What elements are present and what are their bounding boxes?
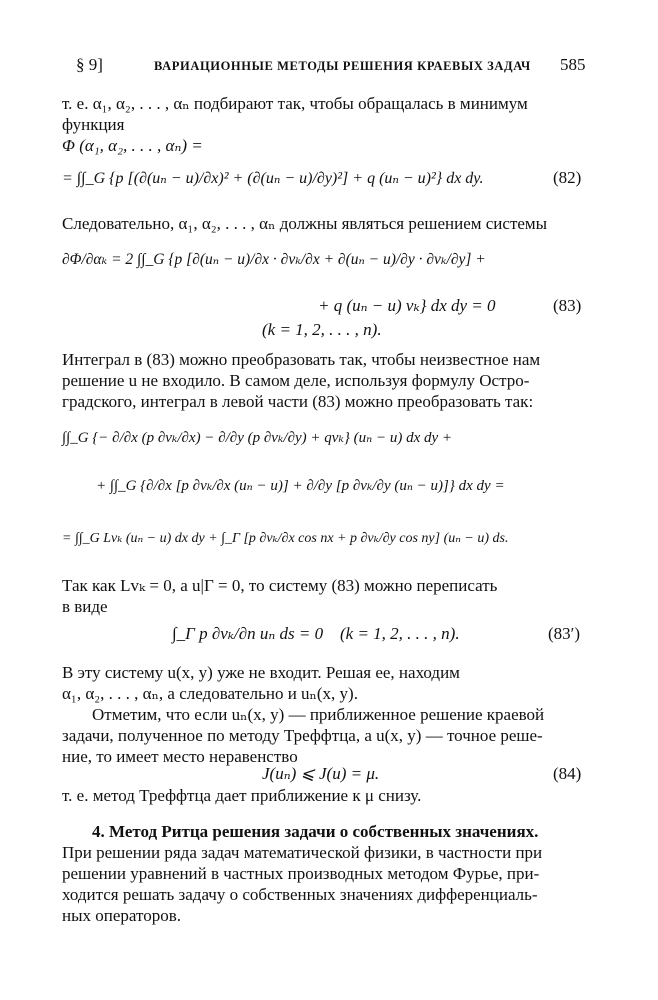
text-line: Отметим, что если uₙ(x, y) — приближенное решение краевой bbox=[92, 705, 545, 724]
equation-83-line2: + q (uₙ − u) vₖ} dx dy = 0 bbox=[318, 296, 496, 315]
text-line: градского, интеграл в левой части (83) можно преобразовать так: bbox=[62, 392, 534, 411]
equation-transform-line2: + ∫∫_G {∂/∂x [p ∂vₖ/∂x (uₙ − u)] + ∂/∂y [p ∂vₖ/∂y (uₙ − u)]} dx dy = bbox=[96, 478, 505, 494]
text-line: ходится решать задачу о собственных значениях дифференциаль- bbox=[62, 885, 538, 904]
text-line: решение u не входило. В самом деле, используя формулу Остро- bbox=[62, 371, 530, 390]
text-line: Так как Lvₖ = 0, а u|Γ = 0, то систему (83) можно переписать bbox=[62, 576, 498, 595]
text-line: решении уравнений в частных производных методом Фурье, при- bbox=[62, 864, 540, 883]
text-line: α₁, α₂, . . . , αₙ, а следовательно и uₙ(x, y). bbox=[62, 684, 358, 703]
equation-83-prime: ∫_Γ p ∂vₖ/∂n uₙ ds = 0 bbox=[172, 624, 324, 643]
text-line: ние, то имеет место неравенство bbox=[62, 747, 298, 766]
equation-transform-line3: = ∫∫_G Lvₖ (uₙ − u) dx dy + ∫_Γ [p ∂vₖ/∂x cos nx + p ∂vₖ/∂y cos ny] (uₙ − u) ds. bbox=[62, 531, 509, 546]
equation-number-83: (83) bbox=[553, 296, 582, 315]
equation-phi-definition: Φ (α₁, α₂, . . . , αₙ) = bbox=[62, 136, 203, 155]
text-line: функция bbox=[62, 115, 125, 134]
text-line: т. е. метод Треффтца дает приближение к μ снизу. bbox=[62, 786, 422, 805]
text-line: Интеграл в (83) можно преобразовать так, чтобы неизвестное нам bbox=[62, 350, 541, 369]
text-line: задачи, полученное по методу Треффтца, а u(x, y) — точное реше- bbox=[62, 726, 543, 745]
equation-84: J(uₙ) ⩽ J(u) = μ. bbox=[262, 764, 380, 783]
text-line: Следовательно, α₁, α₂, . . . , αₙ должны являться решением системы bbox=[62, 214, 548, 233]
text-line: в виде bbox=[62, 597, 108, 616]
equation-83-prime-k-range: (k = 1, 2, . . . , n). bbox=[340, 624, 460, 643]
equation-83-k-range: (k = 1, 2, . . . , n). bbox=[262, 320, 382, 339]
text-line: ных операторов. bbox=[62, 906, 181, 925]
running-title: ВАРИАЦИОННЫЕ МЕТОДЫ РЕШЕНИЯ КРАЕВЫХ ЗАДАЧ bbox=[154, 59, 531, 73]
equation-82: = ∫∫_G {p [(∂(uₙ − u)/∂x)² + (∂(uₙ − u)/∂y)²] + q (uₙ − u)²} dx dy. bbox=[62, 170, 484, 187]
equation-83-line1: ∂Φ/∂αₖ = 2 ∫∫_G {p [∂(uₙ − u)/∂x · ∂vₖ/∂x + ∂(uₙ − u)/∂y · ∂vₖ/∂y] + bbox=[62, 251, 486, 268]
page-number: 585 bbox=[560, 55, 586, 74]
equation-number-84: (84) bbox=[553, 764, 582, 783]
text-line: В эту систему u(x, y) уже не входит. Решая ее, находим bbox=[62, 663, 460, 682]
text-line: При решении ряда задач математической физики, в частности при bbox=[62, 843, 543, 862]
section-marker: § 9] bbox=[76, 55, 103, 74]
section-heading: 4. Метод Ритца решения задачи о собственных значениях. bbox=[92, 822, 539, 841]
equation-number-83-prime: (83′) bbox=[548, 624, 581, 643]
equation-transform-line1: ∫∫_G {− ∂/∂x (p ∂vₖ/∂x) − ∂/∂y (p ∂vₖ/∂y) + qvₖ} (uₙ − u) dx dy + bbox=[62, 430, 453, 446]
text-line: т. е. α₁, α₂, . . . , αₙ подбирают так, чтобы обращалась в минимум bbox=[62, 94, 528, 113]
equation-number-82: (82) bbox=[553, 168, 582, 187]
